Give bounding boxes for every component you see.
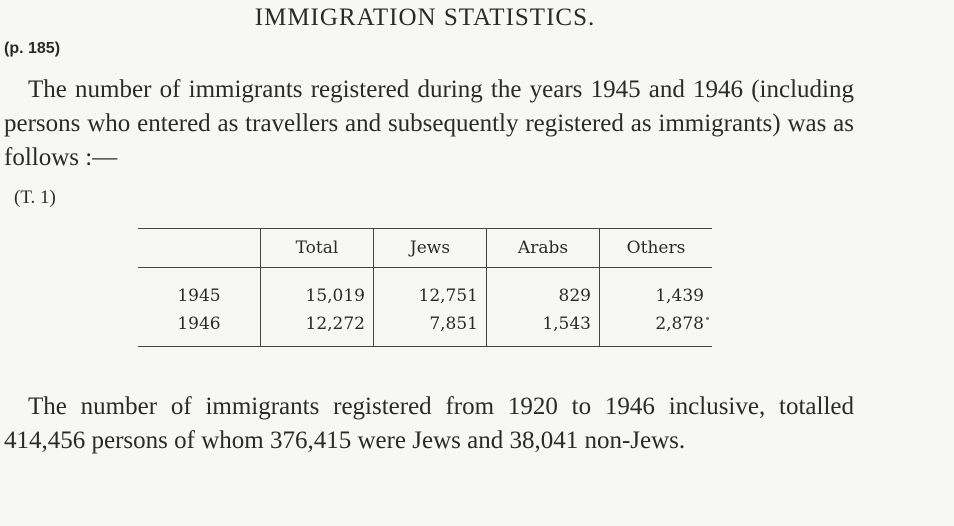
cell-year: 1946 xyxy=(138,310,261,347)
header-arabs: Arabs xyxy=(487,229,600,268)
intro-paragraph: The number of immigrants registered during the years 1945 and 1946 (including persons who entered as travellers and subsequently registered as immigrants) was as follows :— xyxy=(4,76,854,171)
cell-total: 15,019 xyxy=(261,268,374,311)
cell-others: 2,878 xyxy=(600,310,713,347)
header-year xyxy=(138,229,261,268)
table-reference: (T. 1) xyxy=(14,187,56,208)
cell-total: 12,272 xyxy=(261,310,374,347)
cell-jews: 7,851 xyxy=(374,310,487,347)
cell-jews: 12,751 xyxy=(374,268,487,311)
table-row xyxy=(138,310,712,347)
immigration-table xyxy=(138,228,712,347)
print-speck xyxy=(706,317,709,320)
table-header-row xyxy=(138,229,712,268)
header-total: Total xyxy=(261,229,374,268)
cell-year: 1945 xyxy=(177,286,221,306)
cell-others: 1,439 xyxy=(600,268,713,311)
page-reference: (p. 185) xyxy=(4,40,61,57)
header-others: Others xyxy=(600,229,713,268)
cell-arabs: 829 xyxy=(487,268,600,311)
closing-paragraph: The number of immigrants registered from 1920 to 1946 inclusive, totalled 414,456 persons of whom 376,415 were Jews and 38,041 non-Jews. xyxy=(4,393,854,454)
cell-arabs: 1,543 xyxy=(487,310,600,347)
table-row xyxy=(138,268,712,311)
page-title: IMMIGRATION STATISTICS. xyxy=(254,4,596,31)
header-jews: Jews xyxy=(374,229,487,268)
